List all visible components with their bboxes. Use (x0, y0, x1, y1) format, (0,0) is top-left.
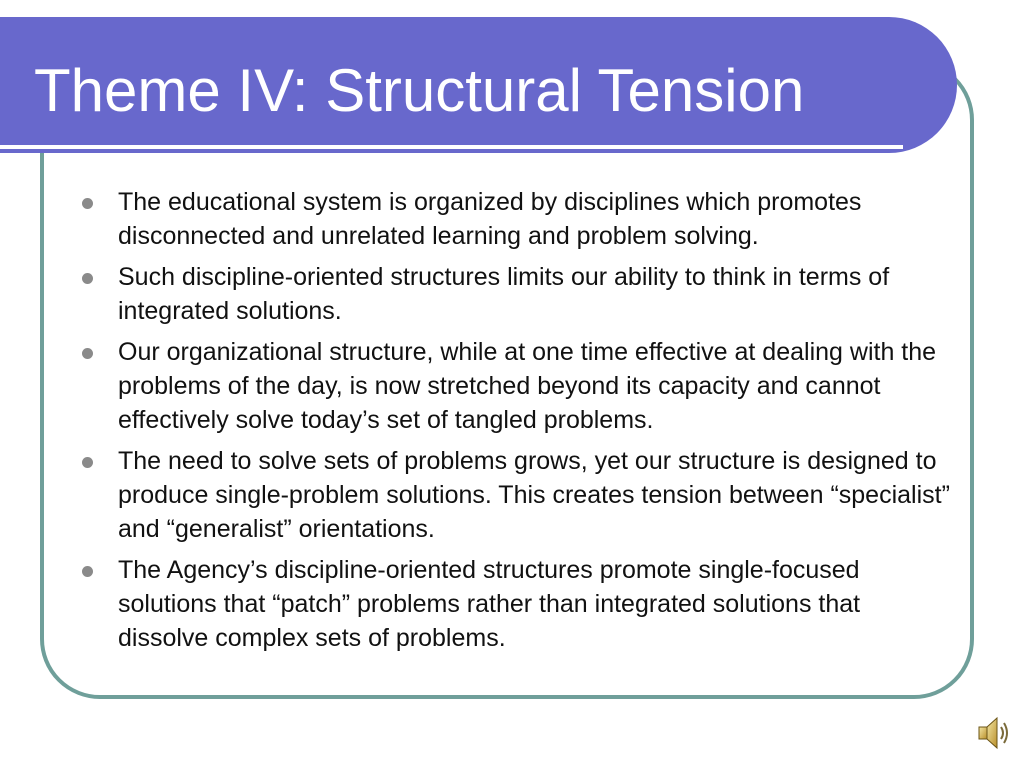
bullet-text: Such discipline-oriented structures limits our ability to think in terms of integrated solutions. (118, 263, 890, 325)
bullet-item-5 (76, 553, 956, 655)
bullet-item-3 (76, 335, 956, 437)
bullet-dot (82, 566, 93, 577)
title-underline (0, 145, 903, 149)
bullet-dot (82, 457, 93, 468)
bullet-text: The need to solve sets of problems grows, yet our structure is designed to produce single-problem solutions. This creates tension between “specialist” and “generalist” orientations. (118, 447, 950, 543)
bullet-text: The educational system is organized by disciplines which promotes disconnected and unrelated learning and problem solving. (118, 188, 862, 250)
bullet-item-1 (76, 185, 956, 253)
title-bar (0, 17, 957, 153)
bullet-dot (82, 198, 93, 209)
bullet-item-2 (76, 260, 956, 328)
speaker-icon[interactable] (975, 713, 1015, 753)
bullet-list (76, 185, 956, 662)
bullet-text: The Agency’s discipline-oriented structures promote single-focused solutions that “patch” problems rather than integrated solutions that dissolve complex sets of problems. (118, 556, 861, 652)
slide-title: Theme IV: Structural Tension (34, 57, 805, 124)
bullet-item-4 (76, 444, 956, 546)
bullet-text: Our organizational structure, while at one time effective at dealing with the problems of the day, is now stretched beyond its capacity and cannot effectively solve today’s set of tangled problems. (118, 338, 937, 434)
bullet-dot (82, 273, 93, 284)
bullet-dot (82, 348, 93, 359)
